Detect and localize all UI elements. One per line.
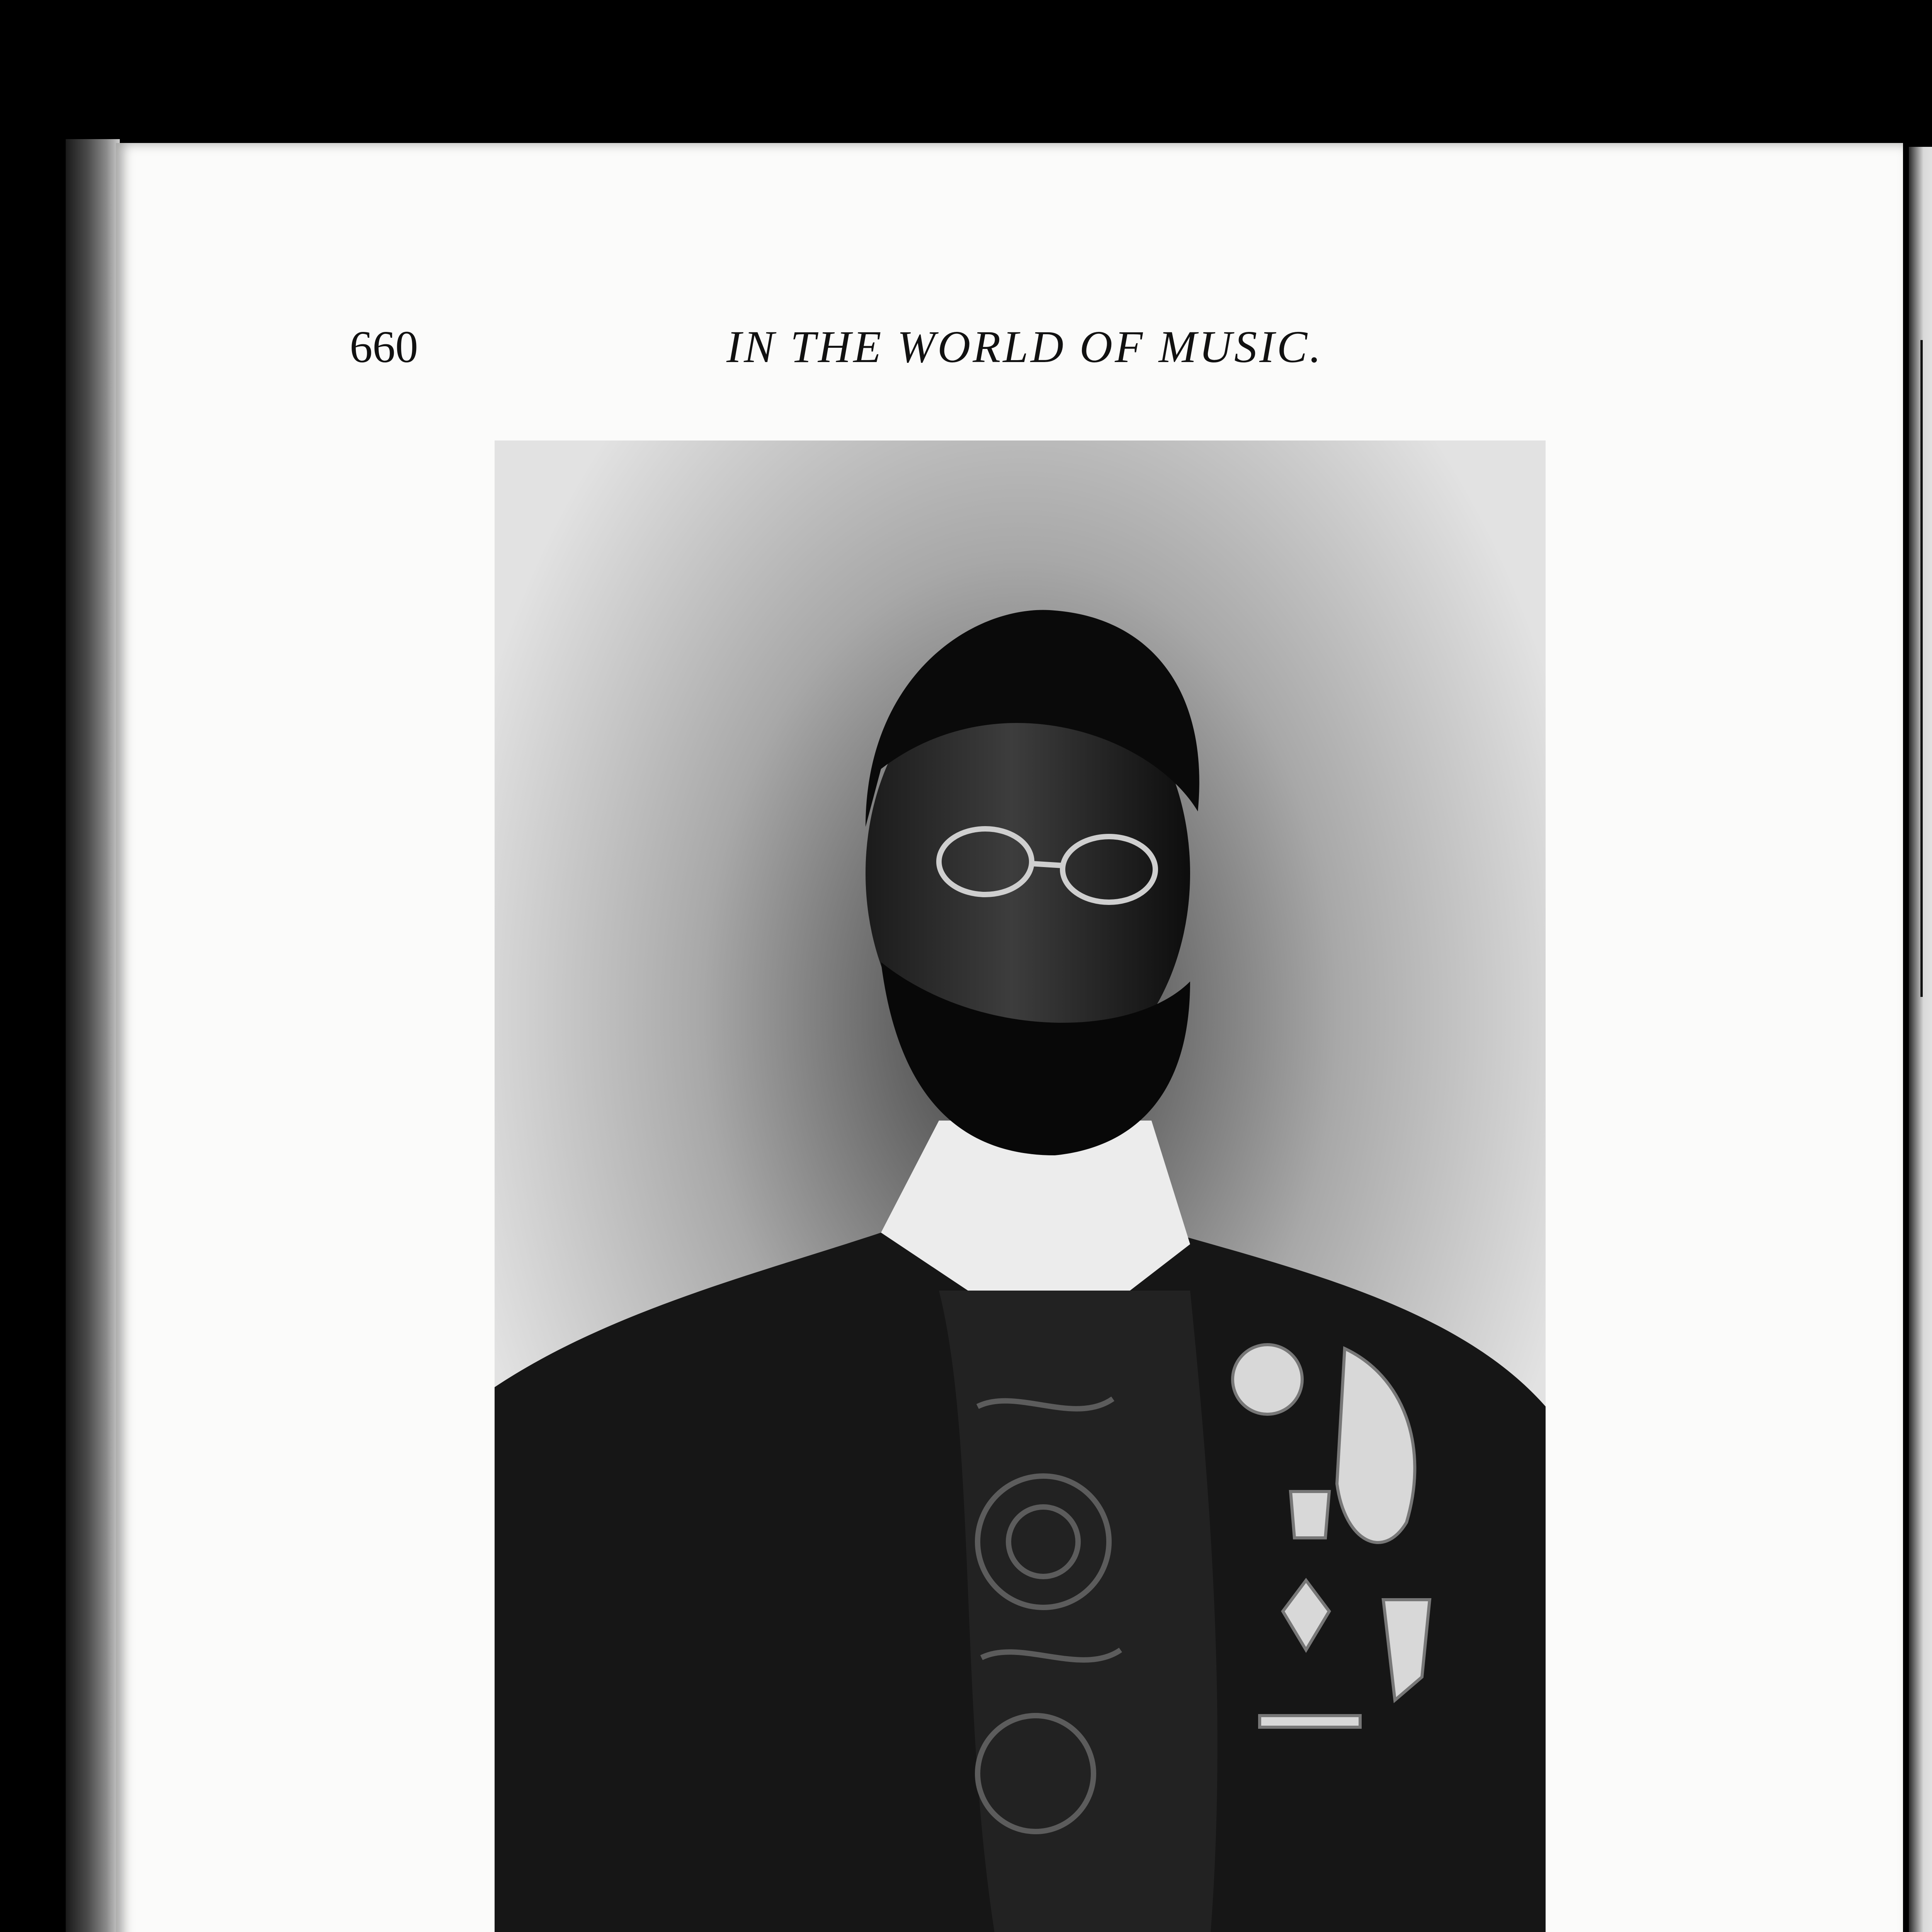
portrait-illustration: [495, 440, 1546, 1932]
book-spine-shadow: [66, 139, 120, 1932]
page-number: 660: [350, 321, 418, 372]
portrait-photograph: [495, 440, 1546, 1932]
running-head: IN THE WORLD OF MUSIC.: [726, 321, 1323, 372]
next-page-edge: [1909, 147, 1932, 1932]
